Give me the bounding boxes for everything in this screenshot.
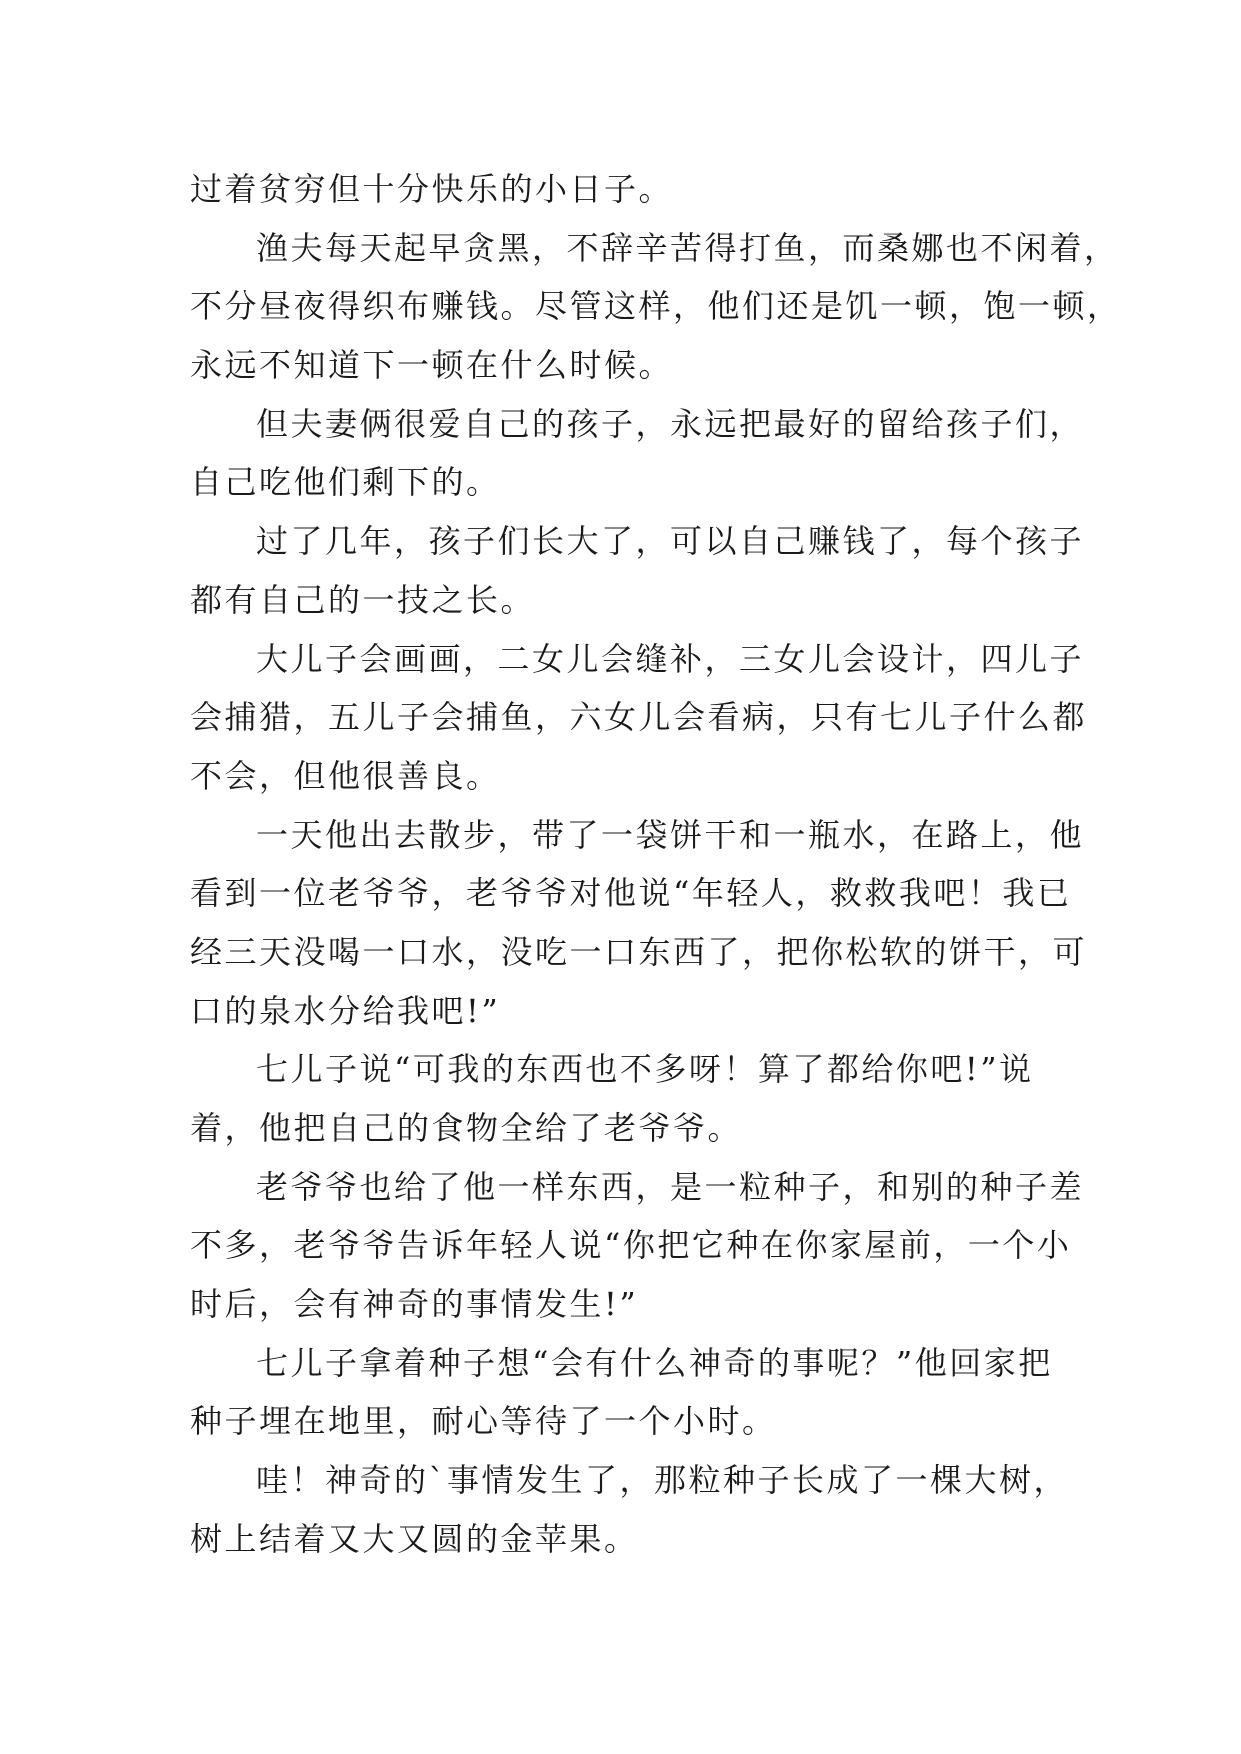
text-line: 看到一位老爷爷，老爷爷对他说“年轻人，救救我吧！我已 xyxy=(190,874,1072,913)
story-text xyxy=(190,160,1122,1569)
text-line: 过着贫穷但十分快乐的小日子。 xyxy=(190,170,674,208)
text-line: 都有自己的一技之长。 xyxy=(190,580,536,619)
paragraph-first-line: 渔夫每天起早贪黑，不辞辛苦得打鱼，而桑娜也不闲着， xyxy=(256,228,1119,267)
text-line: 着，他把自己的食物全给了老爷爷。 xyxy=(190,1109,743,1147)
text-line: 不会，但他很善良。 xyxy=(190,756,501,795)
text-line: 经三天没喝一口水，没吃一口东西了，把你松软的饼干，可 xyxy=(190,932,1088,971)
text-line: 时后，会有神奇的事情发生!” xyxy=(190,1285,639,1324)
paragraph-first-line: 哇！神奇的`事情发生了，那粒种子长成了一棵大树， xyxy=(256,1461,1069,1500)
paragraph-first-line: 七儿子拿着种子想“会有什么神奇的事呢？”他回家把 xyxy=(256,1343,1053,1382)
text-line: 不分昼夜得织布赚钱。尽管这样，他们还是饥一顿，饱一顿， xyxy=(190,287,1122,326)
text-line: 永远不知道下一顿在什么时候。 xyxy=(190,346,674,385)
paragraph-first-line: 一天他出去散步，带了一袋饼干和一瓶水，在路上，他 xyxy=(256,815,1085,854)
text-line: 自己吃他们剩下的。 xyxy=(190,463,501,502)
paragraph-first-line: 七儿子说“可我的东西也不多呀！算了都给你吧!”说 xyxy=(256,1050,1034,1089)
text-line: 会捕猎，五儿子会捕鱼，六女儿会看病，只有七儿子什么都 xyxy=(190,698,1088,737)
paragraph-first-line: 大儿子会画画，二女儿会缝补，三女儿会设计，四儿子 xyxy=(256,639,1085,678)
text-line: 树上结着又大又圆的金苹果。 xyxy=(190,1519,639,1558)
paragraph-first-line: 老爷爷也给了他一样东西，是一粒种子，和别的种子差 xyxy=(256,1167,1085,1206)
text-line: 口的泉水分给我吧!” xyxy=(190,991,501,1030)
paragraph-first-line: 过了几年，孩子们长大了，可以自己赚钱了，每个孩子 xyxy=(256,522,1085,561)
text-line: 不多，老爷爷告诉年轻人说“你把它种在你家屋前，一个小 xyxy=(190,1226,1072,1265)
paragraph-first-line: 但夫妻俩很爱自己的孩子，永远把最好的留给孩子们， xyxy=(256,404,1085,443)
text-line: 种子埋在地里，耐心等待了一个小时。 xyxy=(190,1402,777,1441)
